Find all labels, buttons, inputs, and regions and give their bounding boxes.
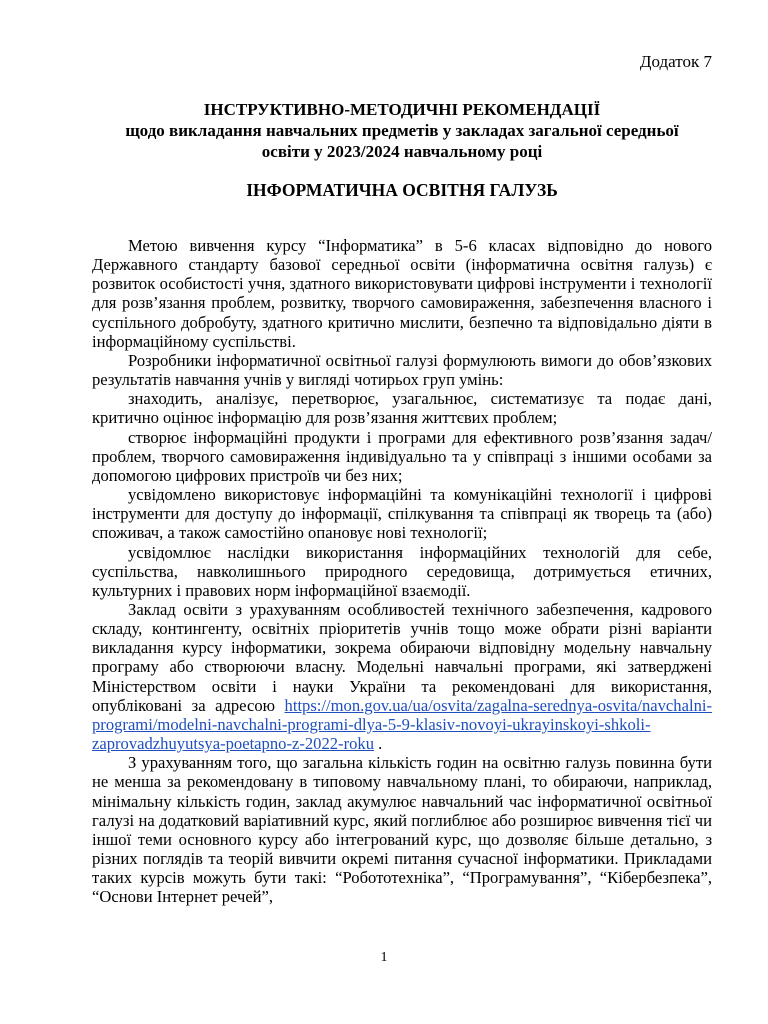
list-item: знаходить, аналізує, перетворює, узагальнює, систематизує та подає дані, критично оцінює інформацію для розв’язання життєвих проблем; xyxy=(92,389,712,428)
programs-link[interactable]: https://mon.gov.ua/ua/osvita/zagalna-serednya-osvita/navchalni-programi/modelni-navchalni-programi-dlya-5-9-klasiv-novoyi-ukrayinskoyi-shkoli-zaprovadzhuyutsya-poetapno-z-2022-roku xyxy=(92,695,712,754)
page-number: 1 xyxy=(380,950,388,965)
skills-list xyxy=(92,389,712,600)
paragraph-goal: Метою вивчення курсу “Інформатика” в 5-6 класах відповідно до нового Державного стандарту базової середньої освіти (інформатична освітня галузь) є розвиток особистості учня, здатного використовувати цифрові інструменти і технології для розв’язання проблем, розвитку, творчого самовираження, забезпечення власного і суспільного добробуту, здатного критично мислити, безпечно та відповідально діяти в інформаційному суспільстві. xyxy=(92,236,712,351)
document-subtitle-line1: щодо викладання навчальних предметів у закладах загальної середньої xyxy=(125,121,679,140)
appendix-label: Додаток 7 xyxy=(639,52,712,71)
paragraph-programs xyxy=(92,600,712,753)
paragraph-requirements: Розробники інформатичної освітньої галузі формулюють вимоги до обов’язкових результатів навчання учнів у вигляді чотирьох груп умінь: xyxy=(92,350,712,390)
document-body xyxy=(92,236,712,906)
list-item: усвідомлює наслідки використання інформаційних технологій для себе, суспільства, навколишнього природного середовища, дотримується етичних, культурних і правових норм інформаційної взаємодії. xyxy=(92,542,712,600)
document-subtitle-line2: освіти у 2023/2024 навчальному році xyxy=(261,142,543,161)
document-title: ІНСТРУКТИВНО-МЕТОДИЧНІ РЕКОМЕНДАЦІЇ xyxy=(203,100,601,119)
paragraph-programs-end: . xyxy=(374,734,383,754)
list-item: створює інформаційні продукти і програми для ефективного розв’язання задач/проблем, творчого самовираження індивідуально та у співпраці з іншими особами за допомогою цифрових пристроїв чи без них; xyxy=(92,427,712,485)
section-title: ІНФОРМАТИЧНА ОСВІТНЯ ГАЛУЗЬ xyxy=(246,180,558,200)
paragraph-hours: З урахуванням того, що загальна кількість годин на освітню галузь повинна бути не менша за рекомендовану в типовому навчальному плані, то обираючи, наприклад, мінімальну кількість годин, заклад акумулює навчальний час інформатичної освітньої галузі на додатковий варіативний курс, який поглиблює або розширює вивчення тієї чи іншої теми основного курсу або інтегрований курс, що дозволяє більше детально, з різних поглядів та теорій вивчити окремі питання сучасної інформатики. Прикладами таких курсів можуть бути такі: “Робототехніка”, “Програмування”, “Кібербезпека”, “Основи Інтернет речей”, xyxy=(92,753,712,907)
list-item: усвідомлено використовує інформаційні та комунікаційні технології і цифрові інструменти для доступу до інформації, спілкування та співпраці як творець та (або) споживач, а також самостійно опановує нові технології; xyxy=(92,485,712,543)
paragraph-programs-text: Заклад освіти з урахуванням особливостей технічного забезпечення, кадрового складу, контингенту, освітніх пріоритетів учнів тощо може обрати різні варіанти викладання курсу інформатики, зокрема обираючи відповідну модельну навчальну програму або створюючи власну. Модельні навчальні програми, які затверджені Міністерством освіти і науки України та рекомендовані для використання, опубліковані за адресою xyxy=(92,599,712,715)
